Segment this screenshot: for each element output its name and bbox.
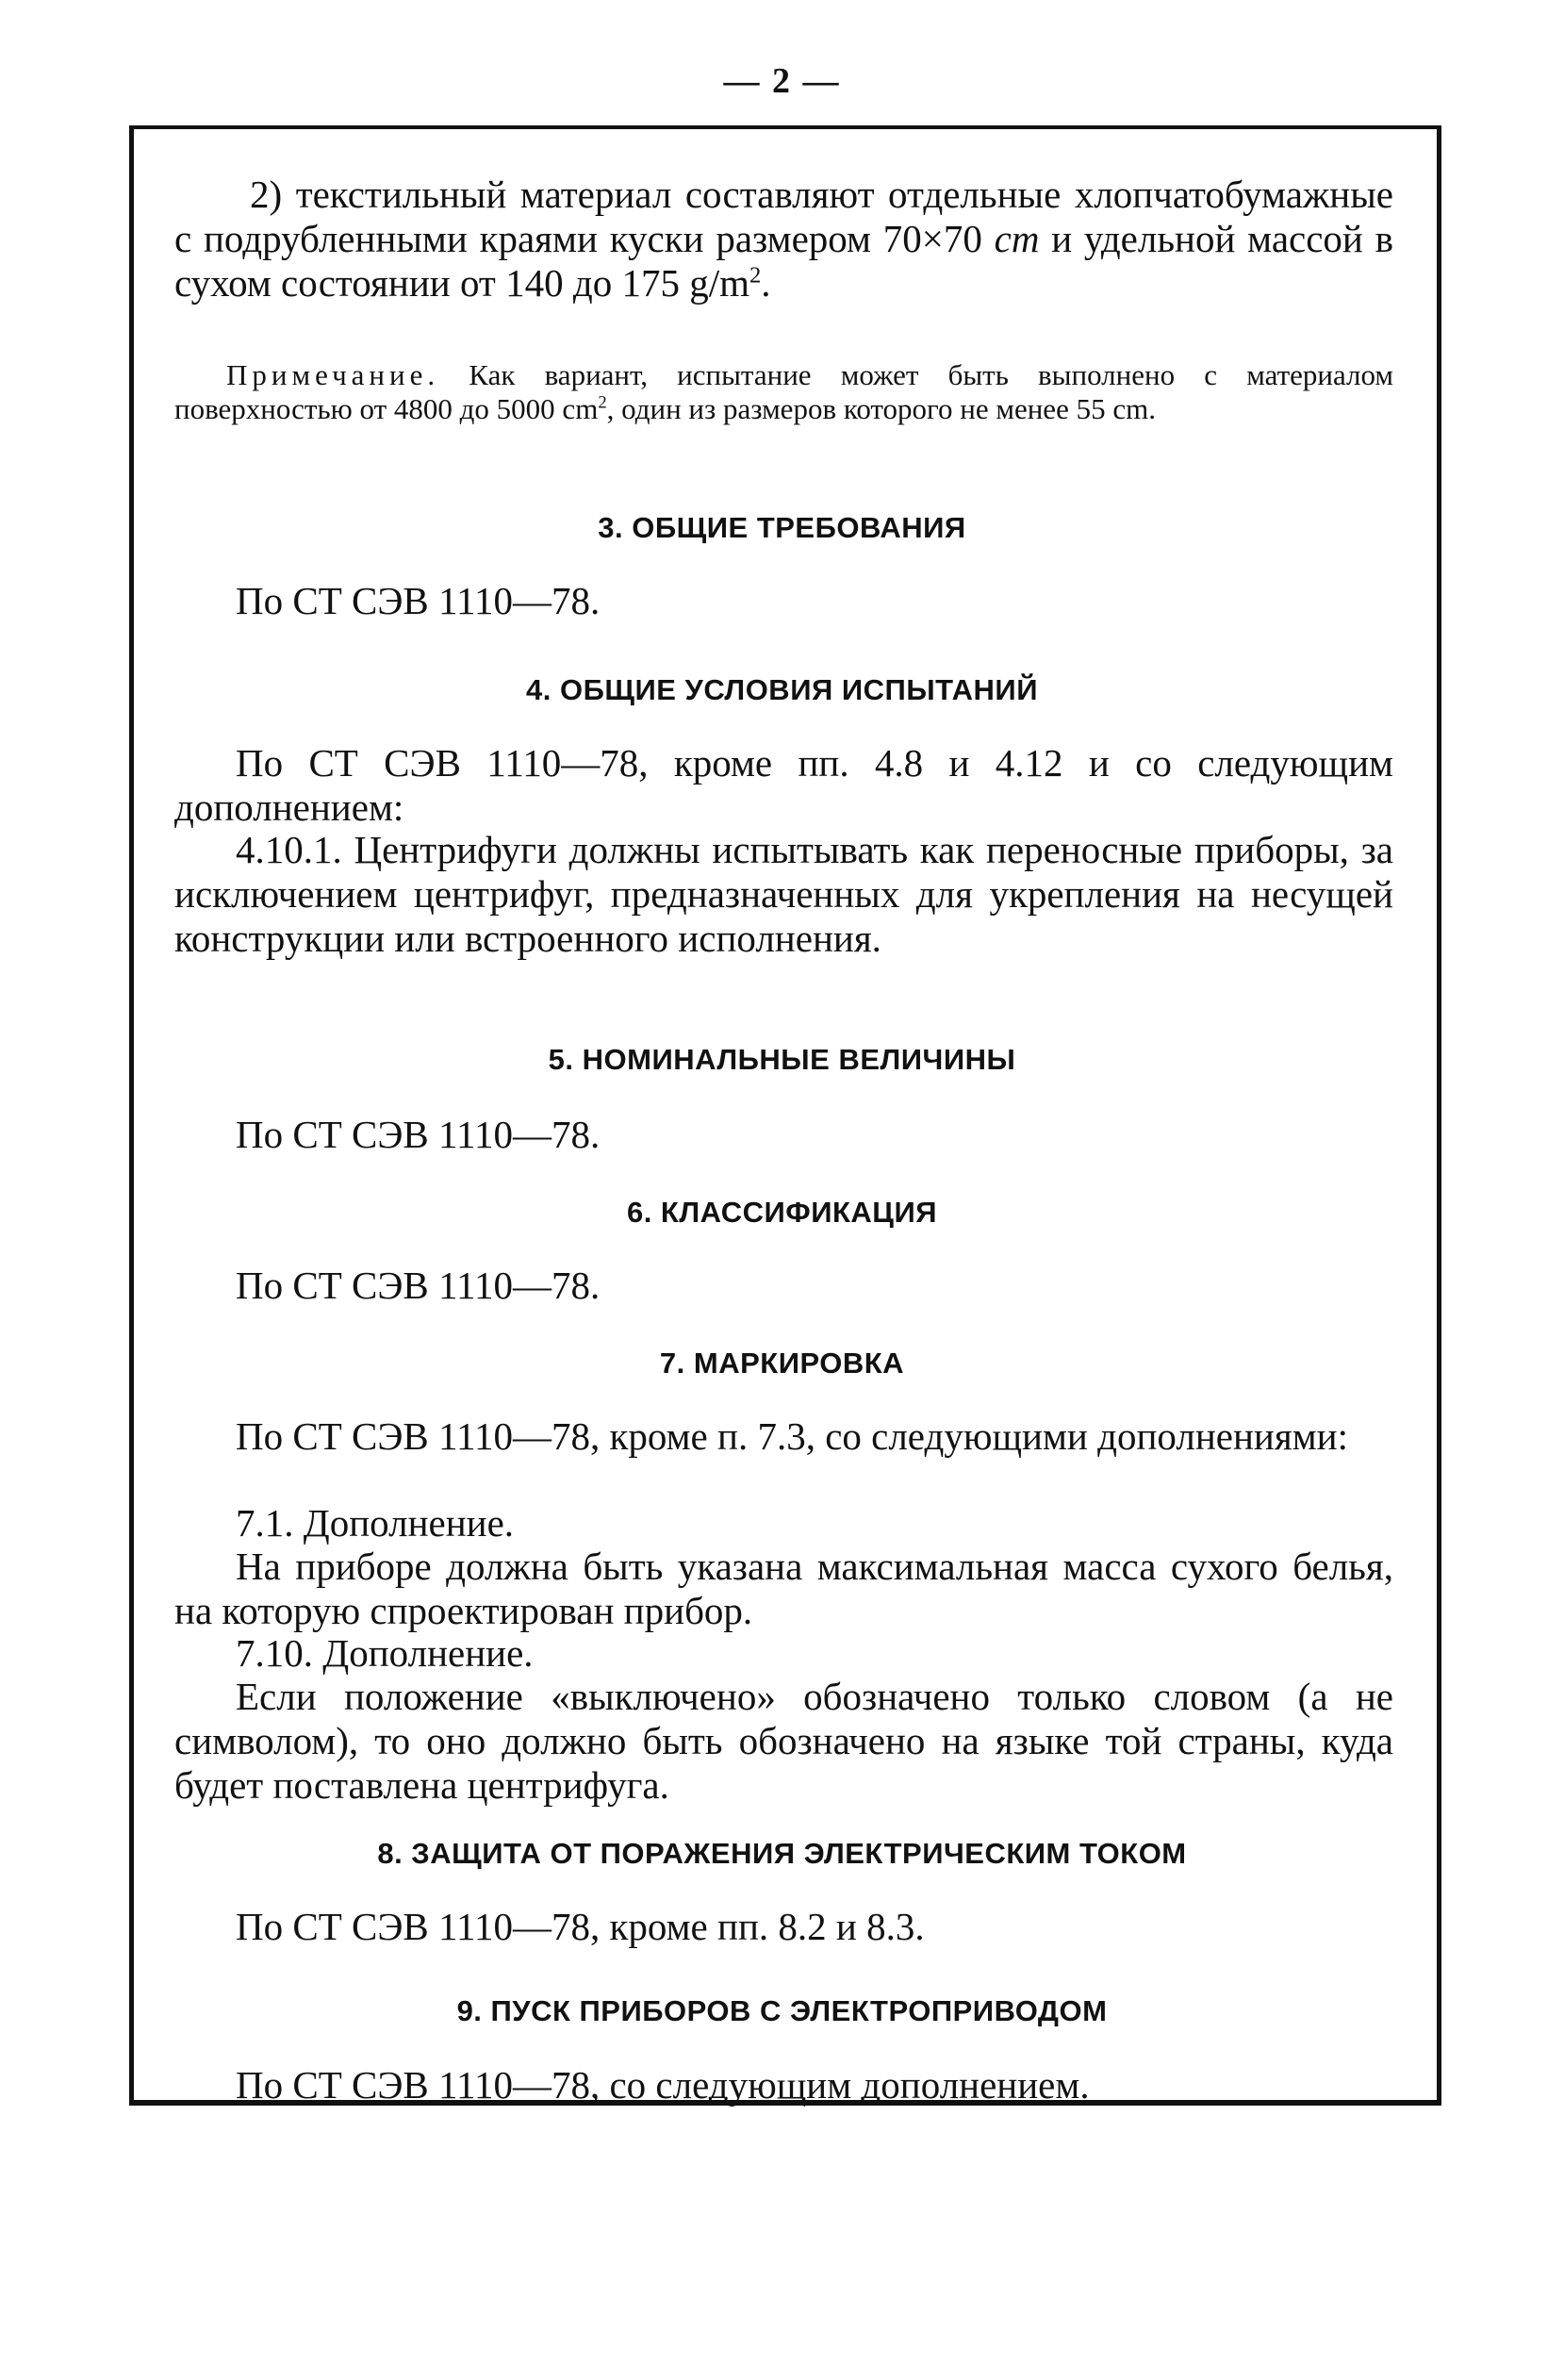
item-2-superscript: 2	[749, 262, 762, 289]
section-4-text-2: 4.10.1. Центрифуги должны испытывать как переносные приборы, за исключением центрифуг, предназначенных для укрепления на несущей конструкции или встроенного исполнения.	[174, 828, 1393, 960]
note-paragraph	[174, 358, 1393, 426]
note-text-part1: Как вариант, испытание может быть выполнено с материалом поверхностью от 4800 до 5000 cm	[174, 358, 1393, 425]
section-7-text-4: 7.10. Дополнение.	[236, 1631, 534, 1675]
note-text-part2: , один из размеров которого не менее 55 cm.	[606, 392, 1156, 425]
section-5-text: По СТ СЭВ 1110—78.	[236, 1113, 601, 1156]
item-2-text-part1: 2) текстильный материал составляют отдельные хлопчатобумажные с подрубленными краями куски размером 70×70	[174, 173, 1393, 260]
section-6-text: По СТ СЭВ 1110—78.	[236, 1264, 601, 1307]
section-9-heading: 9. ПУСК ПРИБОРОВ С ЭЛЕКТРОПРИВОДОМ	[456, 1994, 1108, 2027]
note-superscript: 2	[598, 392, 607, 413]
section-8-heading: 8. ЗАЩИТА ОТ ПОРАЖЕНИЯ ЭЛЕКТРИЧЕСКИМ ТОКОМ	[377, 1837, 1187, 1870]
section-5-heading: 5. НОМИНАЛЬНЫЕ ВЕЛИЧИНЫ	[548, 1043, 1016, 1076]
item-2-paragraph	[174, 173, 1393, 306]
section-4-text-1: По СТ СЭВ 1110—78, кроме пп. 4.8 и 4.12 и со следующим дополнением:	[174, 741, 1393, 829]
section-8-text: По СТ СЭВ 1110—78, кроме пп. 8.2 и 8.3.	[236, 1905, 925, 1948]
note-label: Примечание.	[226, 358, 440, 391]
section-7-text-1: По СТ СЭВ 1110—78, кроме п. 7.3, со следующими дополнениями:	[236, 1414, 1348, 1458]
section-7-text-3: На приборе должна быть указана максимальная масса сухого белья, на которую спроектирован прибор.	[174, 1545, 1393, 1632]
section-3-heading: 3. ОБЩИЕ ТРЕБОВАНИЯ	[598, 511, 966, 544]
section-3-text: По СТ СЭВ 1110—78.	[236, 579, 601, 622]
page-number: — 2 —	[723, 61, 841, 101]
section-7-text-2: 7.1. Дополнение.	[236, 1501, 515, 1545]
section-6-heading: 6. КЛАССИФИКАЦИЯ	[626, 1196, 938, 1229]
item-2-end: .	[761, 261, 771, 305]
section-7-text-5: Если положение «выключено» обозначено только словом (а не символом), то оно должно быть обозначено на языке той страны, куда будет поставлена центрифуга.	[174, 1675, 1393, 1807]
item-2-text-part2: и удельной массой в сухом состоянии от 140 до 175 g/m	[174, 217, 1393, 305]
section-7-heading: 7. МАРКИРОВКА	[659, 1347, 905, 1380]
section-9-text: По СТ СЭВ 1110—78, со следующим дополнением.	[236, 2063, 1090, 2107]
item-2-unit: cm	[994, 217, 1040, 260]
section-4-heading: 4. ОБЩИЕ УСЛОВИЯ ИСПЫТАНИЙ	[526, 673, 1038, 706]
